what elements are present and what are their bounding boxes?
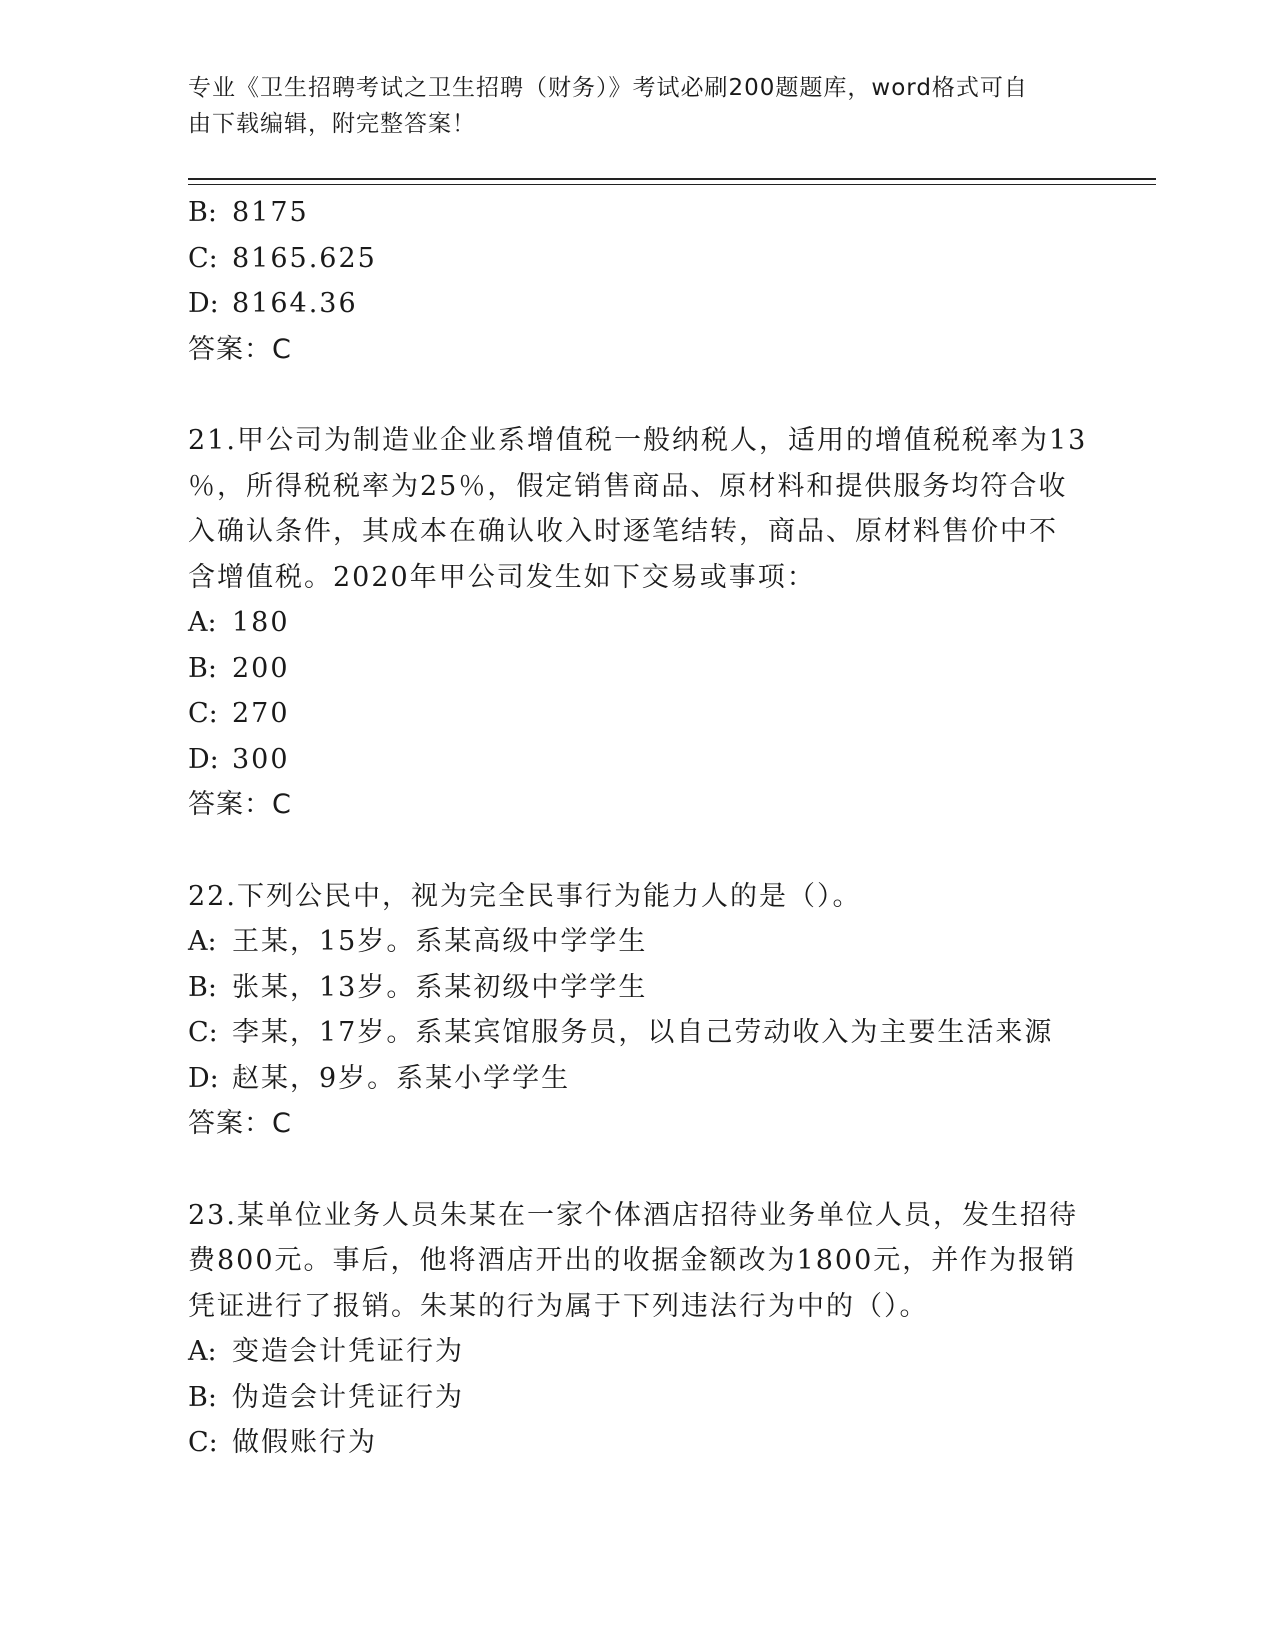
option-label: A:	[188, 926, 217, 957]
option-text: 200	[232, 652, 290, 684]
option-text: 300	[232, 743, 290, 775]
header-line-1: 专业《卫生招聘考试之卫生招聘（财务）》考试必刷200题题库，word格式可自	[188, 75, 1028, 101]
page-header	[188, 70, 1088, 142]
header-rule-thick	[188, 178, 1156, 180]
header-line-2: 由下载编辑，附完整答案！	[188, 111, 476, 137]
question-stem-line: 23.某单位业务人员朱某在一家个体酒店招待业务单位人员，发生招待	[188, 1199, 1078, 1231]
option-text: 270	[232, 698, 290, 729]
option-text: 8164.36	[232, 288, 358, 319]
answer: 答案：C	[188, 1108, 292, 1139]
option-text: 赵某，9岁。系某小学学生	[232, 1062, 571, 1094]
question-content	[188, 190, 1088, 1466]
answer: 答案：C	[188, 333, 292, 365]
option-label: D:	[188, 743, 219, 775]
option-c	[188, 236, 1088, 282]
question-22	[188, 874, 1088, 1147]
question-stem-line: 含增值税。2020年甲公司发生如下交易或事项：	[188, 561, 816, 593]
spacer	[188, 1147, 1088, 1193]
option-label: B:	[188, 197, 217, 228]
option-d	[188, 281, 1088, 327]
option-label: A:	[188, 607, 217, 638]
spacer	[188, 828, 1088, 874]
option-b	[188, 646, 1088, 692]
option-b	[188, 1375, 1088, 1421]
option-label: C:	[188, 242, 218, 274]
option-text: 张某，13岁。系某初级中学学生	[232, 971, 648, 1003]
question-stem-line: 费800元。事后，他将酒店开出的收据金额改为1800元，并作为报销	[188, 1245, 1077, 1276]
option-b	[188, 190, 1088, 236]
question-21	[188, 418, 1088, 828]
option-c	[188, 691, 1088, 737]
option-a	[188, 600, 1088, 646]
option-a	[188, 919, 1088, 965]
option-text: 伪造会计凭证行为	[232, 1381, 464, 1413]
option-label: D:	[188, 1062, 219, 1094]
option-label: A:	[188, 1336, 217, 1367]
option-text: 变造会计凭证行为	[232, 1336, 464, 1367]
option-label: B:	[188, 652, 217, 684]
option-d	[188, 1056, 1088, 1102]
option-label: C:	[188, 698, 218, 729]
option-text: 李某，17岁。系某宾馆服务员，以自己劳动收入为主要生活来源	[232, 1017, 1054, 1048]
option-label: C:	[188, 1017, 218, 1048]
option-a	[188, 1329, 1088, 1375]
option-c	[188, 1010, 1088, 1056]
question-stem-line: ％，所得税税率为25％，假定销售商品、原材料和提供服务均符合收	[188, 470, 1068, 502]
option-label: C:	[188, 1427, 218, 1458]
question-stem-line: 凭证进行了报销。朱某的行为属于下列违法行为中的（）。	[188, 1290, 929, 1322]
answer: 答案：C	[188, 789, 292, 820]
option-text: 做假账行为	[232, 1427, 377, 1458]
option-label: B:	[188, 971, 217, 1003]
option-text: 8165.625	[232, 242, 377, 274]
option-b	[188, 965, 1088, 1011]
option-label: D:	[188, 288, 219, 319]
question-20-tail	[188, 190, 1088, 372]
option-label: B:	[188, 1381, 217, 1413]
option-text: 王某，15岁。系某高级中学学生	[232, 926, 648, 957]
header-rule-thin	[188, 184, 1156, 185]
option-text: 180	[232, 607, 290, 638]
option-d	[188, 737, 1088, 783]
option-c	[188, 1420, 1088, 1466]
spacer	[188, 372, 1088, 418]
question-stem-line: 22.下列公民中，视为完全民事行为能力人的是（）。	[188, 880, 862, 912]
question-23	[188, 1193, 1088, 1466]
question-stem-line: 入确认条件，其成本在确认收入时逐笔结转，商品、原材料售价中不	[188, 516, 1058, 547]
question-stem-line: 21.甲公司为制造业企业系增值税一般纳税人，适用的增值税税率为13	[188, 425, 1088, 456]
option-text: 8175	[232, 197, 309, 228]
